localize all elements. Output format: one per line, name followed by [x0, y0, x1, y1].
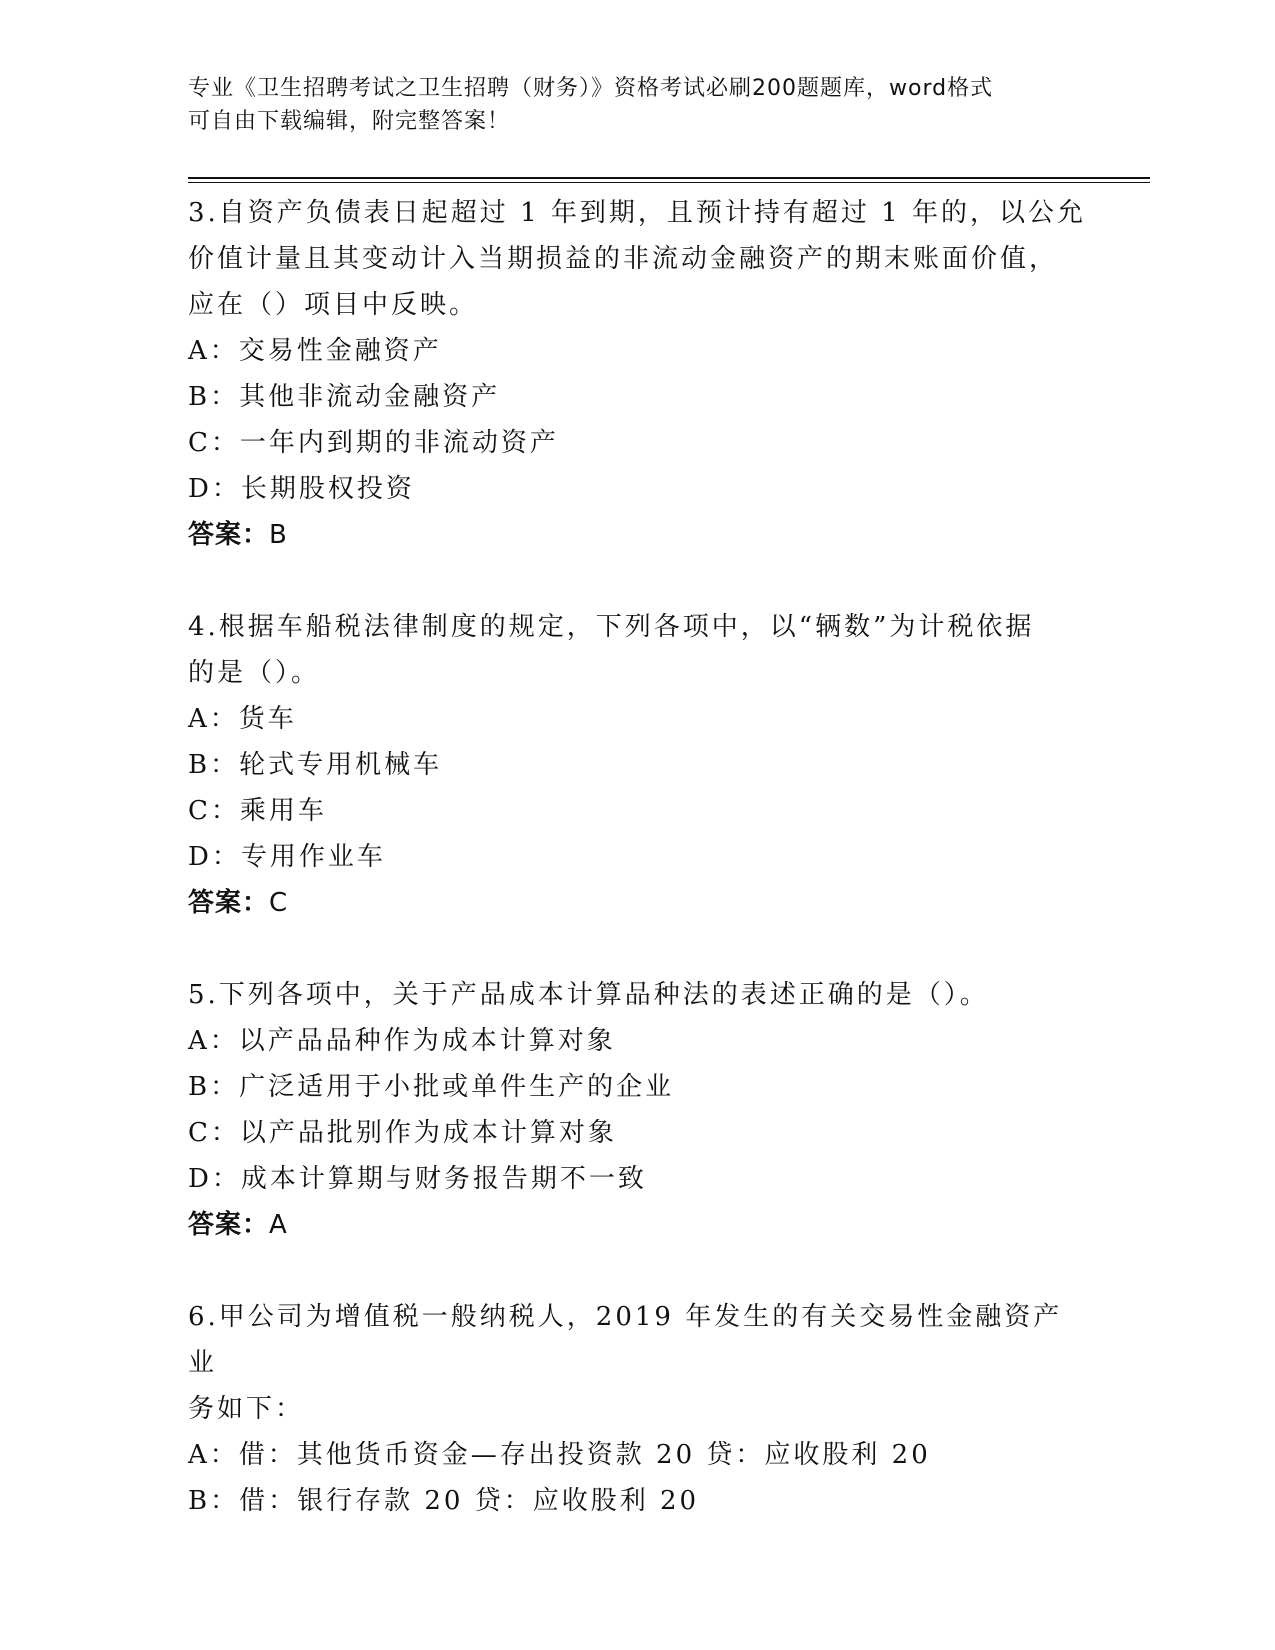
option-c: C：以产品批别作为成本计算对象	[188, 1118, 617, 1148]
answer-label: 答案：	[188, 888, 270, 918]
answer-label: 答案：	[188, 1210, 270, 1240]
option-d: D：成本计算期与财务报告期不一致	[188, 1164, 647, 1194]
question-list	[188, 190, 1088, 1524]
stem-line: 价值计量且其变动计入当期损益的非流动金融资产的期末账面价值，	[188, 244, 1059, 274]
stem-line: 务如下：	[188, 1394, 305, 1424]
stem-line: 6.甲公司为增值税一般纳税人，2019 年发生的有关交易性金融资产业	[188, 1302, 1063, 1378]
option-b: B：广泛适用于小批或单件生产的企业	[188, 1072, 675, 1102]
question-item	[188, 1294, 1088, 1524]
option-d: D：专用作业车	[188, 842, 386, 872]
option-a: A：借：其他货币资金—存出投资款 20 贷：应收股利 20	[188, 1440, 931, 1470]
answer	[188, 880, 1088, 926]
question-item	[188, 972, 1088, 1248]
answer-value: B	[269, 520, 288, 550]
stem-line: 应在（）项目中反映。	[188, 290, 479, 320]
option-d: D：长期股权投资	[188, 474, 415, 504]
question-item	[188, 604, 1088, 926]
answer-value: C	[269, 888, 289, 918]
header-divider-thin	[188, 182, 1150, 183]
option-c: C：乘用车	[188, 796, 327, 826]
question-stem	[188, 190, 1088, 328]
option-b: B：其他非流动金融资产	[188, 382, 501, 412]
document-header	[188, 72, 1088, 138]
question-stem	[188, 604, 1088, 696]
option-b: B：借：银行存款 20 贷：应收股利 20	[188, 1486, 700, 1516]
question-stem	[188, 972, 1088, 1018]
question-stem	[188, 1294, 1088, 1432]
header-line-2: 可自由下载编辑，附完整答案！	[188, 109, 511, 134]
answer-label: 答案：	[188, 520, 270, 550]
answer	[188, 1202, 1088, 1248]
answer-value: A	[269, 1210, 288, 1240]
header-divider-thick	[188, 177, 1150, 179]
option-a: A：交易性金融资产	[188, 336, 442, 366]
option-b: B：轮式专用机械车	[188, 750, 443, 780]
header-line-1: 专业《卫生招聘考试之卫生招聘（财务）》资格考试必刷200题题库，word格式	[188, 76, 994, 101]
stem-line: 3.自资产负债表日起超过 1 年到期，且预计持有超过 1 年的，以公允	[188, 198, 1086, 228]
stem-line: 4.根据车船税法律制度的规定，下列各项中，以“辆数”为计税依据	[188, 612, 1035, 642]
stem-line: 的是（）。	[188, 658, 321, 688]
stem-line: 5.下列各项中，关于产品成本计算品种法的表述正确的是（）。	[188, 980, 989, 1010]
answer	[188, 512, 1088, 558]
question-item	[188, 190, 1088, 558]
option-a: A：以产品品种作为成本计算对象	[188, 1026, 616, 1056]
option-c: C：一年内到期的非流动资产	[188, 428, 559, 458]
option-a: A：货车	[188, 704, 297, 734]
